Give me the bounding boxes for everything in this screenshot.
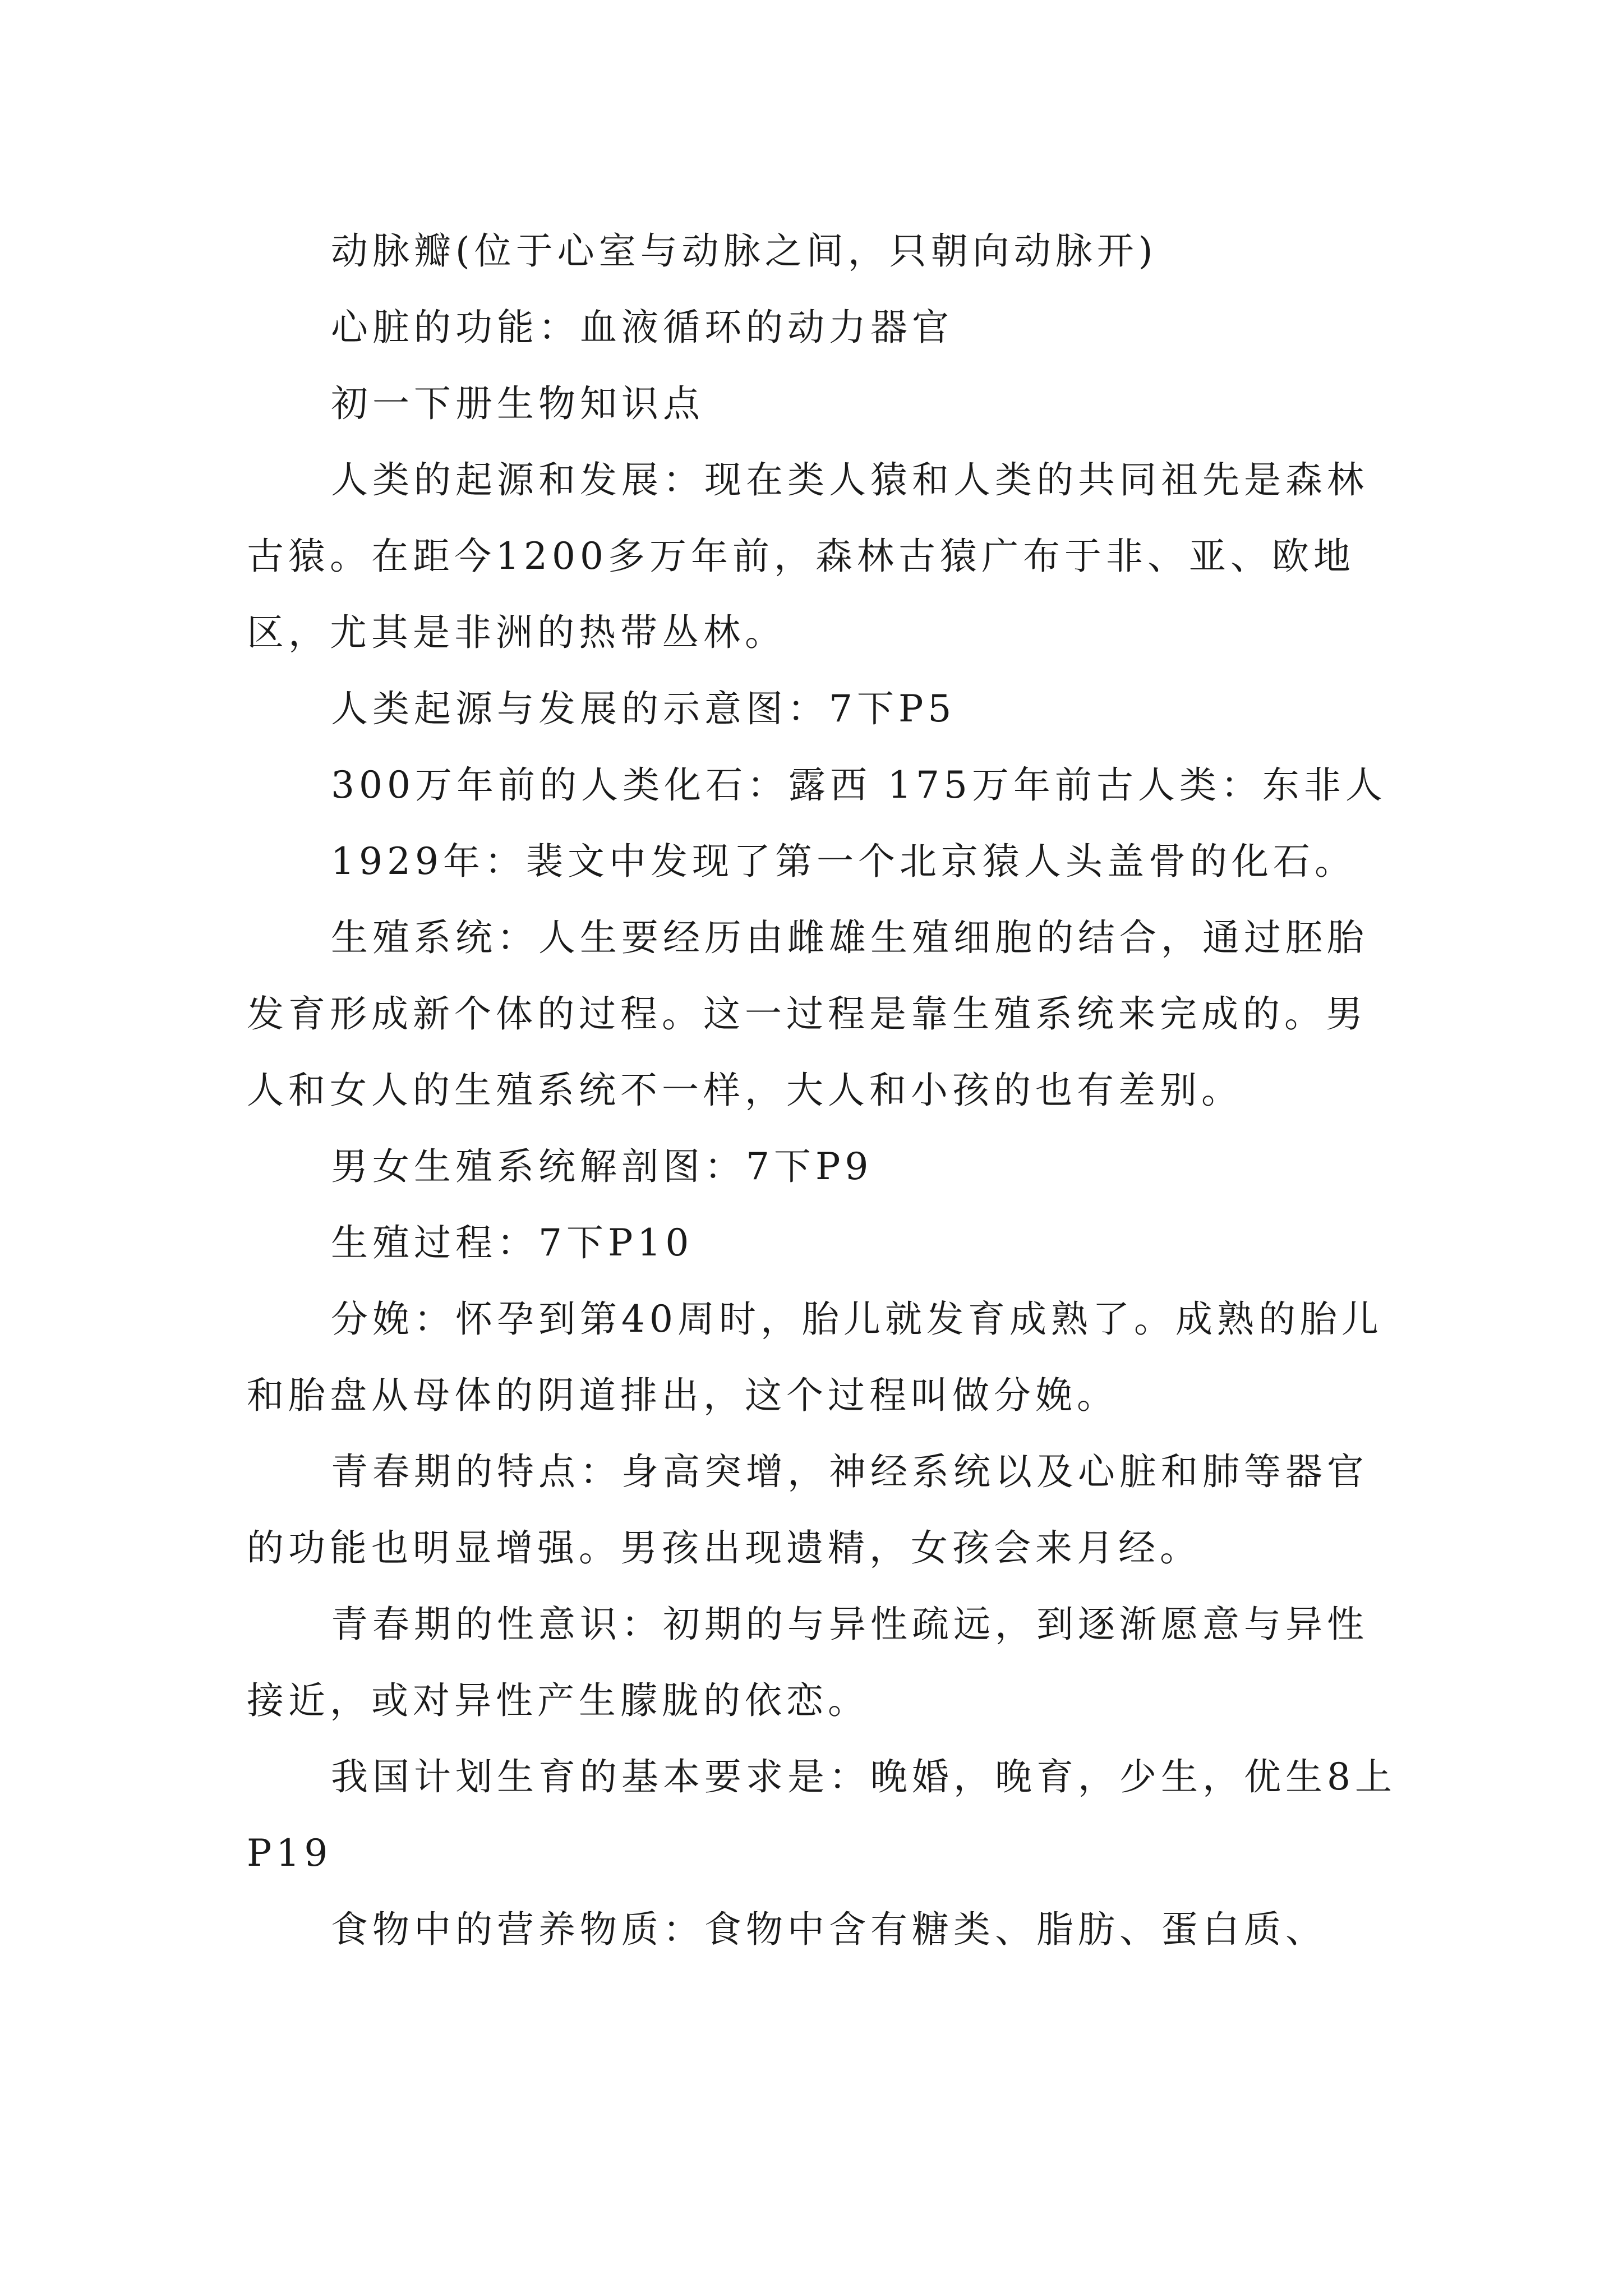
paragraph-reproduction-process: 生殖过程：7下P10 <box>331 1221 694 1264</box>
paragraph-puberty-awareness: 青春期的性意识：初期的与异性疏远，到逐渐愿意与异性接近，或对异性产生朦胧的依恋。 <box>247 1603 1368 1722</box>
paragraph-anatomy-diagram: 男女生殖系统解剖图：7下P9 <box>331 1145 873 1188</box>
paragraph-human-origin: 人类的起源和发展：现在类人猿和人类的共同祖先是森林古猿。在距今1200多万年前，森林古猿广布于非、亚、欧地区，尤其是非洲的热带丛林。 <box>247 458 1368 654</box>
section-heading: 初一下册生物知识点 <box>331 382 704 425</box>
paragraph-family-planning: 我国计划生育的基本要求是：晚婚，晚育，少生，优生8上P19 <box>247 1755 1396 1875</box>
paragraph-nutrients: 食物中的营养物质：食物中含有糖类、脂肪、蛋白质、 <box>331 1908 1327 1951</box>
paragraph-heart-function: 心脏的功能：血液循环的动力器官 <box>331 306 953 349</box>
paragraph-childbirth: 分娩：怀孕到第40周时，胎儿就发育成熟了。成熟的胎儿和胎盘从母体的阴道排出，这个过程叫做分娩。 <box>247 1297 1383 1417</box>
paragraph-peking-man: 1929年：裴文中发现了第一个北京猿人头盖骨的化石。 <box>331 840 1356 883</box>
paragraph-fossils: 300万年前的人类化石：露西 175万年前古人类：东非人 <box>331 763 1387 807</box>
paragraph-origin-diagram: 人类起源与发展的示意图：7下P5 <box>331 687 956 730</box>
paragraph-aortic-valve: 动脉瓣(位于心室与动脉之间，只朝向动脉开) <box>331 229 1158 273</box>
body-text <box>247 213 1408 1968</box>
paragraph-puberty-traits: 青春期的特点：身高突增，神经系统以及心脏和肺等器官的功能也明显增强。男孩出现遗精，女孩会来月经。 <box>247 1450 1368 1570</box>
paragraph-reproductive-system: 生殖系统：人生要经历由雌雄生殖细胞的结合，通过胚胎发育形成新个体的过程。这一过程是靠生殖系统来完成的。男人和女人的生殖系统不一样，大人和小孩的也有差别。 <box>247 916 1368 1112</box>
